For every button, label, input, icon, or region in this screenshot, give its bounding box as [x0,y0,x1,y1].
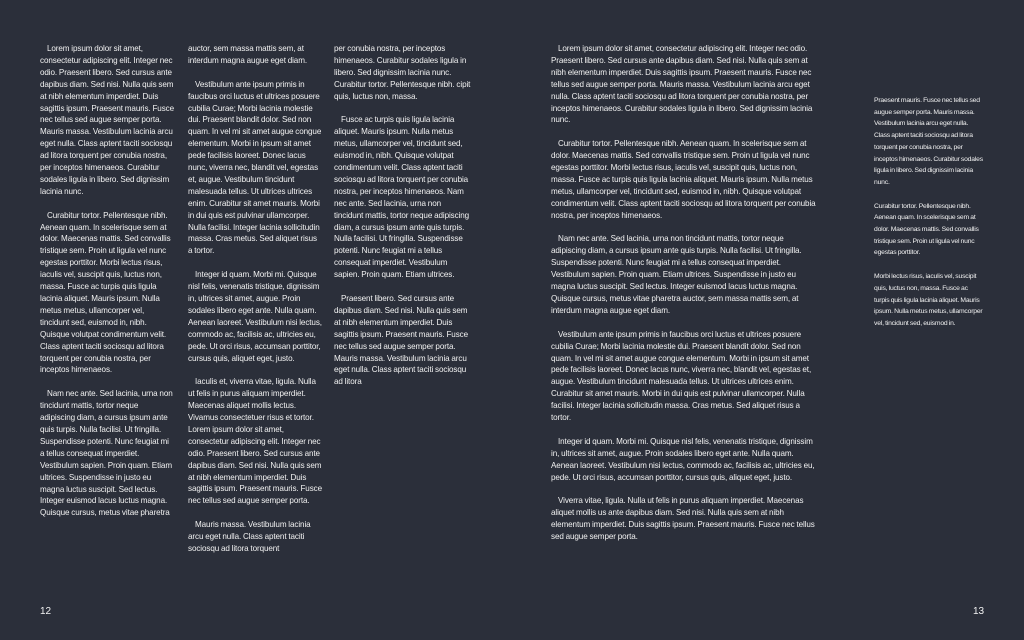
paragraph: Vestibulum ante ipsum primis in faucibus orci luctus et ultrices posuere cubilia Curae; Morbi lacinia molestie dui. Praesent blandit dolor. Sed non quam. In vel mi sit amet augue congue elementum. Morbi in ipsum sit amet pede facilisis laoreet. Donec lacus nunc, viverra nec, blandit vel, egestas et, augue. Vestibulum tincidunt malesuada tellus. Ut ultrices ultrices enim. Curabitur sit amet mauris. Morbi in dui quis est pulvinar ullamcorper. Nulla facilisi. Integer lacinia sollicitudin massa. Cras metus. Sed aliquet risus a tortor. [551,329,812,423]
paragraph: Praesent mauris. Fusce nec tellus sed augue semper porta. Mauris massa. Vestibulum lacinia arcu eget nulla. Class aptent taciti sociosqu ad litora torquent per conubia nostra, per inceptos himenaeos. Curabitur sodales ligula in libero. Sed dignissim lacinia nunc. [874,97,983,186]
paragraph: Lorem ipsum dolor sit amet, consectetur adipiscing elit. Integer nec odio. Praesent libero. Sed cursus ante dapibus diam. Sed nisi. Nulla quis sem at nibh elementum imperdiet. Duis sagittis ipsum. Praesent mauris. Fusce nec tellus sed augue semper porta. Mauris massa. Vestibulum lacinia arcu eget nulla. Class aptent taciti sociosqu ad litora torquent per conubia nostra, per inceptos himenaeos. Curabitur sodales ligula in libero. Sed dignissim lacinia nunc. [40,44,174,196]
paragraph: Curabitur tortor. Pellentesque nibh. Aenean quam. In scelerisque sem at dolor. Maecenas mattis. Sed convallis tristique sem. Proin ut ligula vel nunc egestas porttitor. Morbi lectus risus, iaculis vel, suscipit quis, luctus non, massa. Fusce ac turpis quis ligula lacinia aliquet. Mauris ipsum. Nulla metus metus, ullamcorper vel, tincidunt sed, euismod in, nibh. Quisque volutpat condimentum velit. Class aptent taciti sociosqu ad litora torquent per conubia nostra, per inceptos himenaeos. [551,139,816,220]
paragraph: Curabitur tortor. Pellentesque nibh. Aenean quam. In scelerisque sem at dolor. Maecenas mattis. Sed convallis tristique sem. Proin ut ligula vel nunc egestas porttitor. [874,202,979,257]
paragraph: auctor, sem massa mattis sem, at interdum magna augue eget diam. [188,44,307,65]
paragraph: Viverra vitae, ligula. Nulla ut felis in purus aliquam imperdiet. Maecenas aliquet mollis us ante dapibus diam. Sed nisi. Nulla quis sem at nibh elementum imperdiet. Duis sagittis ipsum. Praesent mauris. Fusce nec tellus sed augue semper porta. [551,496,815,542]
right-page-side-column [874,95,984,342]
paragraph: Fusce ac turpis quis ligula lacinia aliquet. Mauris ipsum. Nulla metus metus, ullamcorper vel, tincidunt sed, euismod in, nibh. Quisque volutpat condimentum velit. Class aptent taciti sociosqu ad litora torquent per conubia nostra, per inceptos himenaeos. Nam nec ante. Sed lacinia, urna non tincidunt mattis, tortor neque adipiscing diam, a cursus ipsum ante quis turpis. Nulla facilisi. Ut fringilla. Suspendisse potenti. Nunc feugiat mi a tellus consequat imperdiet. Vestibulum sapien. Proin quam. Etiam ultrices. [334,115,470,280]
paragraph: per conubia nostra, per inceptos himenaeos. Curabitur sodales ligula in libero. Sed dignissim lacinia nunc. Curabitur tortor. Pellentesque nibh. cipit quis, luctus non, massa. [334,44,471,101]
paragraph: Morbi lectus risus, iaculis vel, suscipit quis, luctus non, massa. Fusce ac turpis quis ligula lacinia aliquet. Mauris ipsum. Nulla metus metus, ullamcorper vel, tincidunt sed, euismod in. [874,273,983,327]
left-page-column-2 [188,43,323,567]
paragraph: Integer id quam. Morbi mi. Quisque nisl felis, venenatis tristique, dignissim in, ultrices sit amet, augue. Proin sodales libero eget ante. Nulla quam. Aenean laoreet. Vestibulum nisi lectus, commodo ac, facilisis ac, ultricies eu, pede. Ut orci risus, accumsan porttitor, cursus quis, aliquet eget, justo. [551,436,815,482]
paragraph: Praesent libero. Sed cursus ante dapibus diam. Sed nisi. Nulla quis sem at nibh elementum imperdiet. Duis sagittis ipsum. Praesent mauris. Fusce nec tellus sed augue semper porta. Mauris massa. Vestibulum lacinia arcu eget nulla. Class aptent taciti sociosqu ad litora [334,294,468,387]
left-page-column-3 [334,43,472,400]
paragraph: Nam nec ante. Sed lacinia, urna non tincidunt mattis, tortor neque adipiscing diam, a cursus ipsum ante quis turpis. Nulla facilisi. Ut fringilla. Suspendisse potenti. Nunc feugiat mi a tellus consequat imperdiet. Vestibulum sapien. Proin quam. Etiam ultrices. Suspendisse in justo eu magna luctus suscipit. Sed lectus. Integer euismod lacus luctus magna. Quisque cursus, metus vitae pharetra [40,389,173,518]
paragraph: Lorem ipsum dolor sit amet, consectetur adipiscing elit. Integer nec odio. Praesent libero. Sed cursus ante dapibus diam. Sed nisi. Nulla quis sem at nibh elementum imperdiet. Duis sagittis ipsum. Praesent mauris. Fusce nec tellus sed augue semper porta. Mauris massa. Vestibulum lacinia arcu eget nulla. Class aptent taciti sociosqu ad litora torquent per conubia nostra, per inceptos himenaeos. Curabitur sodales ligula in libero. Sed dignissim lacinia nunc. [551,44,813,125]
page-number-right: 13 [973,606,985,617]
paragraph: Vestibulum ante ipsum primis in faucibus orci luctus et ultrices posuere cubilia Curae; Morbi lacinia molestie dui. Praesent blandit dolor. Sed non quam. In vel mi sit amet augue congue elementum. Morbi in ipsum sit amet pede facilisis laoreet. Donec lacus nunc, viverra nec, blandit vel, egestas et, augue. Vestibulum tincidunt malesuada tellus. Ut ultrices ultrices enim. Curabitur sit amet mauris. Morbi in dui quis est pulvinar ullamcorper. Nulla facilisi. Integer lacinia sollicitudin massa. Cras metus. Sed aliquet risus a tortor. [188,79,322,256]
left-page-column-1 [40,43,175,531]
paragraph: Integer id quam. Morbi mi. Quisque nisl felis, venenatis tristique, dignissim in, ultrices sit amet, augue. Proin sodales libero eget ante. Nulla quam. Aenean laoreet. Vestibulum nisi lectus, commodo ac, facilisis ac, ultricies eu, pede. Ut orci risus, accumsan porttitor, cursus quis, aliquet eget, justo. [188,270,322,363]
right-page-main-column [551,43,817,555]
paragraph: Iaculis et, viverra vitae, ligula. Nulla ut felis in purus aliquam imperdiet. Maecenas aliquet mollis lectus. Vivamus consectetuer risus et tortor. Lorem ipsum dolor sit amet, consectetur adipiscing elit. Integer nec odio. Praesent libero. Sed cursus ante dapibus diam. Sed nisi. Nulla quis sem at nibh elementum imperdiet. Duis sagittis ipsum. Praesent mauris. Fusce nec tellus sed augue semper porta. [188,377,322,506]
paragraph: Mauris massa. Vestibulum lacinia arcu eget nulla. Class aptent taciti sociosqu ad litora torquent [188,520,311,553]
paragraph: Curabitur tortor. Pellentesque nibh. Aenean quam. In scelerisque sem at dolor. Maecenas mattis. Sed convallis tristique sem. Proin ut ligula vel nunc egestas porttitor. Morbi lectus risus, iaculis vel, suscipit quis, luctus non, massa. Fusce ac turpis quis ligula lacinia aliquet. Mauris ipsum. Nulla metus metus, ullamcorper vel, tincidunt sed, euismod in, nibh. Quisque volutpat condimentum velit. Class aptent taciti sociosqu ad litora torquent per conubia nostra, per inceptos himenaeos. [40,210,171,375]
page-number-left: 12 [40,606,52,617]
paragraph: Nam nec ante. Sed lacinia, urna non tincidunt mattis, tortor neque adipiscing diam, a cursus ipsum ante quis turpis. Nulla facilisi. Ut fringilla. Suspendisse potenti. Nunc feugiat mi a tellus consequat imperdiet. Vestibulum sapien. Proin quam. Etiam ultrices. Suspendisse in justo eu magna luctus suscipit. Sed lectus. Integer euismod lacus luctus magna. Quisque cursus, metus vitae pharetra auctor, sem massa mattis sem, at interdum magna augue eget diam. [551,234,802,315]
